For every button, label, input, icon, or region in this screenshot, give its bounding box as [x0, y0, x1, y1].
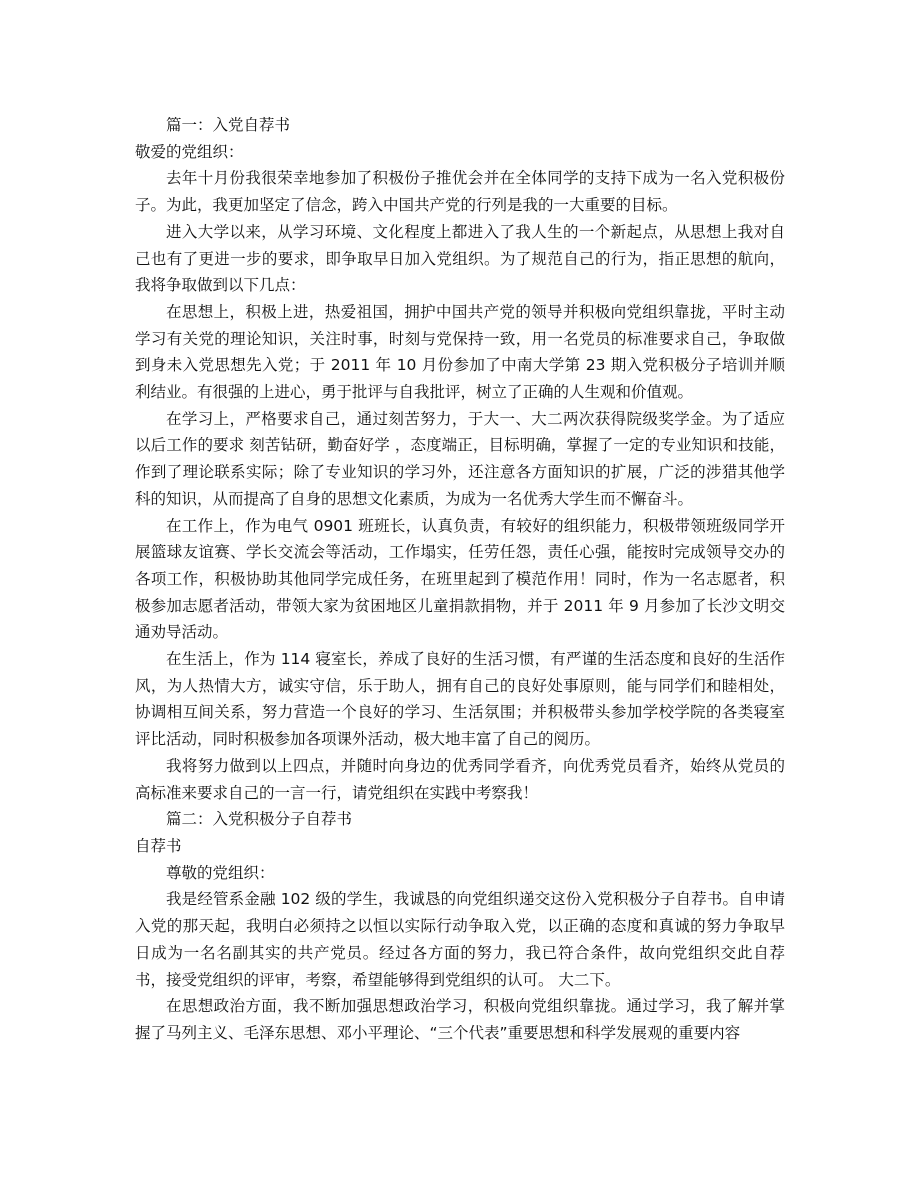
- section-1-paragraph: 在学习上，严格要求自己，通过刻苦努力，于大一、大二两次获得院级奖学金。为了适应以后工作的要求 刻苦钻研，勤奋好学 ，态度端正，目标明确，掌握了一定的专业知识和技能，作到了理论联系实际；除了专业知识的学习外，还注意各方面知识的扩展，广泛的涉猎其他学科的知识，从而提高了自身的思想文化素质，为成为一名优秀大学生而不懈奋斗。: [135, 409, 785, 508]
- section-1-salutation: 敬爱的党组织：: [135, 142, 244, 161]
- section-1-paragraph: 我将努力做到以上四点，并随时向身边的优秀同学看齐，向优秀党员看齐，始终从党员的高标准来要求自己的一言一行，请党组织在实践中考察我！: [135, 756, 785, 802]
- section-2-heading: 篇二：入党积极分子自荐书: [166, 810, 353, 829]
- section-1-heading: 篇一：入党自荐书: [166, 116, 291, 134]
- section-1-paragraph: 在工作上，作为电气 0901 班班长，认真负责，有较好的组织能力，积极带领班级同学开展篮球友谊赛、学长交流会等活动，工作塌实，任劳任怨，责任心强，能按时完成领导交办的各项工作，积极协助其他同学完成任务，在班里起到了模范作用！同时，作为一名志愿者，积极参加志愿者活动，带领大家为贫困地区儿童捐款捐物，并于 2011 年 9 月参加了长沙文明交通劝导活动。: [135, 516, 785, 642]
- section-2-paragraph: 在思想政治方面，我不断加强思想政治学习，积极向党组织靠拢。通过学习，我了解并掌握了马列主义、毛泽东思想、邓小平理论、“三个代表”重要思想和科学发展观的重要内容: [135, 997, 785, 1042]
- section-1-paragraph: 在思想上，积极上进，热爱祖国，拥护中国共产党的领导并积极向党组织靠拢，平时主动学习有关党的理论知识，关注时事，时刻与党保持一致，用一名党员的标准要求自己，争取做到身未入党思想先入党；于 2011 年 10 月份参加了中南大学第 23 期入党积极分子培训并顺利结业。有很强的上进心，勇于批评与自我批评，树立了正确的人生观和价值观。: [135, 302, 785, 402]
- document-body: [135, 112, 785, 1047]
- section-2-title: 自荐书: [135, 836, 182, 855]
- section-1-paragraph: 在生活上，作为 114 寝室长，养成了良好的生活习惯，有严谨的生活态度和良好的生活作风，为人热情大方，诚实守信，乐于助人，拥有自己的良好处事原则，能与同学们和睦相处，协调相互间关系，努力营造一个良好的学习、生活氛围；并积极带头参加学校学院的各类寝室评比活动，同时积极参加各项课外活动，极大地丰富了自己的阅历。: [135, 650, 785, 749]
- section-1-paragraph: 进入大学以来，从学习环境、文化程度上都进入了我人生的一个新起点，从思想上我对自己也有了更进一步的要求，即争取早日加入党组织。为了规范自己的行为，指正思想的航向，我将争取做到以下几点：: [135, 222, 785, 295]
- section-1-paragraph: 去年十月份我很荣幸地参加了积极份子推优会并在全体同学的支持下成为一名入党积极份子。为此，我更加坚定了信念，跨入中国共产党的行列是我的一大重要的目标。: [135, 169, 785, 215]
- section-2-salutation: 尊敬的党组织：: [166, 863, 275, 882]
- section-2-paragraph: 我是经管系金融 102 级的学生，我诚恳的向党组织递交这份入党积极分子自荐书。自申请入党的那天起，我明白必须持之以恒以实际行动争取入党，以正确的态度和真诚的努力争取早日成为一名名副其实的共产党员。经过各方面的努力，我已符合条件，故向党组织交此自荐书，接受党组织的评审，考察，希望能够得到党组织的认可。 大二下。: [135, 890, 785, 989]
